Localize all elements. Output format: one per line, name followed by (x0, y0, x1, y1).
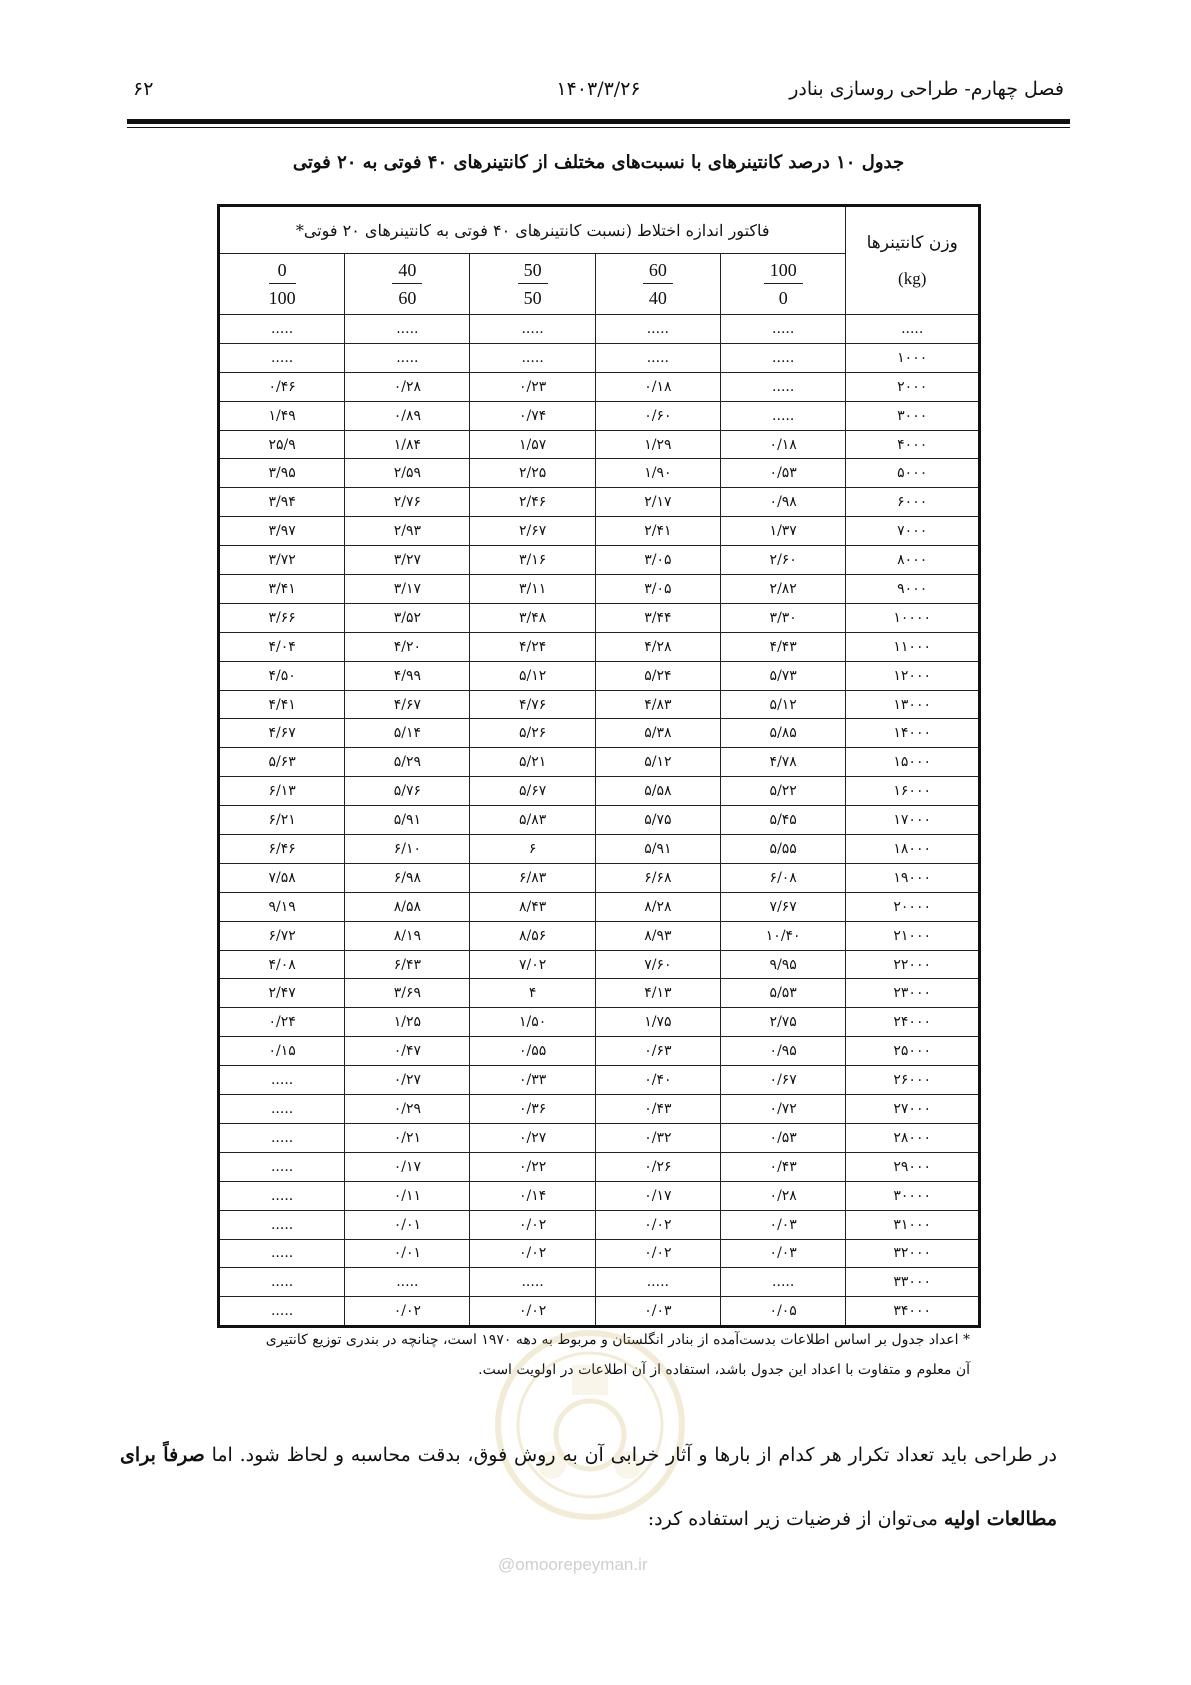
percent-cell: ..... (720, 343, 845, 372)
table-row (219, 661, 980, 690)
table-row (219, 517, 980, 546)
percent-cell: ۶/۷۲ (219, 921, 345, 950)
percent-cell: ..... (219, 1152, 345, 1181)
percent-cell: ۵/۲۹ (345, 748, 470, 777)
percent-cell: ..... (219, 1095, 345, 1124)
ratio-denominator: 0 (778, 287, 788, 308)
table-row (219, 690, 980, 719)
watermark-site: @omoorepeyman.ir (498, 1555, 648, 1574)
percent-cell: ۴/۷۶ (470, 690, 595, 719)
ratio-numerator: 40 (392, 257, 422, 284)
percent-cell: ۱/۵۷ (470, 430, 595, 459)
table-row (219, 1095, 980, 1124)
table-row (219, 979, 980, 1008)
percent-cell: ۰/۵۵ (470, 1037, 595, 1066)
percent-cell: ۴/۵۰ (219, 661, 345, 690)
percent-cell: ..... (219, 1123, 345, 1152)
percent-cell: ۴/۴۳ (720, 632, 845, 661)
percent-cell: ..... (345, 1268, 470, 1297)
percent-cell: ۰/۵۳ (720, 459, 845, 488)
percent-cell: ۶/۲۱ (219, 806, 345, 835)
ratio-header-2 (470, 254, 595, 315)
table-row (219, 372, 980, 401)
percent-cell: ۹/۱۹ (219, 892, 345, 921)
weight-header-unit: (kg) (898, 268, 927, 288)
percent-cell: ۰/۲۷ (345, 1066, 470, 1095)
header-rule-thick (127, 119, 1070, 124)
percent-cell: ۰/۷۴ (470, 401, 595, 430)
percent-cell: ۷/۶۰ (595, 950, 720, 979)
percent-cell: ۰/۲۹ (345, 1095, 470, 1124)
percent-cell: ..... (720, 315, 845, 344)
percent-cell: ۲/۱۷ (595, 488, 720, 517)
percent-cell: ۳/۳۰ (720, 603, 845, 632)
percent-cell: ۰/۱۷ (345, 1152, 470, 1181)
percent-cell: ۳/۱۱ (470, 575, 595, 604)
weight-cell: ۳۱۰۰۰ (846, 1210, 980, 1239)
percent-cell: ۰/۳۳ (470, 1066, 595, 1095)
percent-cell: ۱/۴۹ (219, 401, 345, 430)
weight-cell: ۶۰۰۰ (846, 488, 980, 517)
percent-cell: ۴/۲۸ (595, 632, 720, 661)
percent-cell: ۳/۶۶ (219, 603, 345, 632)
percent-cell: ..... (219, 1239, 345, 1268)
percent-cell: ۸/۲۸ (595, 892, 720, 921)
table-row (219, 1181, 980, 1210)
percent-cell: ۳/۹۴ (219, 488, 345, 517)
footnote-line-2: آن معلوم و متفاوت با اعداد این جدول باشد، استفاده از آن اطلاعات در اولویت است. (478, 1362, 970, 1378)
percent-cell: ۰/۴۶ (219, 372, 345, 401)
percent-cell: ..... (219, 1268, 345, 1297)
percent-cell: ۰/۴۳ (720, 1152, 845, 1181)
percent-cell: ۰/۰۲ (470, 1239, 595, 1268)
percent-cell: ۰/۲۸ (345, 372, 470, 401)
table-row (219, 575, 980, 604)
percent-cell: ۳/۴۱ (219, 575, 345, 604)
weight-cell: ۱۲۰۰۰ (846, 661, 980, 690)
percent-cell: ۶/۱۰ (345, 835, 470, 864)
table-row (219, 806, 980, 835)
percent-cell: ۵/۴۵ (720, 806, 845, 835)
weight-cell: ۱۸۰۰۰ (846, 835, 980, 864)
weight-cell: ۹۰۰۰ (846, 575, 980, 604)
percent-cell: ۰/۲۴ (219, 1008, 345, 1037)
percent-cell: ۱/۷۵ (595, 1008, 720, 1037)
table-row (219, 1066, 980, 1095)
weight-cell: ۳۳۰۰۰ (846, 1268, 980, 1297)
table-row (219, 430, 980, 459)
percent-cell: ۲/۲۵ (470, 459, 595, 488)
percent-cell: ..... (219, 1066, 345, 1095)
percent-cell: ۵/۵۳ (720, 979, 845, 1008)
percent-cell: ۶/۸۳ (470, 863, 595, 892)
percent-cell: ۹/۹۵ (720, 950, 845, 979)
percent-cell: ۰/۱۵ (219, 1037, 345, 1066)
page-header (127, 74, 1070, 110)
percent-cell: ..... (720, 401, 845, 430)
percent-cell: ۱/۲۹ (595, 430, 720, 459)
percent-cell: ۰/۴۷ (345, 1037, 470, 1066)
percent-cell: ۵/۸۳ (470, 806, 595, 835)
percent-cell: ۰/۰۲ (595, 1239, 720, 1268)
table-body (219, 315, 980, 1327)
percent-cell: ۴/۲۴ (470, 632, 595, 661)
weight-cell: ۸۰۰۰ (846, 546, 980, 575)
ratio-numerator: 0 (269, 257, 296, 284)
chapter-title: فصل چهارم- طراحی روسازی بنادر (789, 78, 1064, 100)
percent-cell: ۰/۵۳ (720, 1123, 845, 1152)
mix-factor-header: فاکتور اندازه اختلاط (نسبت کانتینرهای ۴۰ فوتی به کانتینرهای ۲۰ فوتی* (219, 206, 846, 254)
percent-cell: ۵/۲۲ (720, 777, 845, 806)
body-paragraph (120, 1423, 1057, 1551)
percent-cell: ۳/۱۷ (345, 575, 470, 604)
weight-cell: ۲۲۰۰۰ (846, 950, 980, 979)
table-row (219, 863, 980, 892)
weight-cell: ۱۵۰۰۰ (846, 748, 980, 777)
percent-cell: ..... (720, 1268, 845, 1297)
percent-cell: ۱/۸۴ (345, 430, 470, 459)
percent-cell: ۵/۲۶ (470, 719, 595, 748)
table-row (219, 1239, 980, 1268)
percent-cell: ۰/۲۷ (470, 1123, 595, 1152)
percent-cell: ۰/۱۸ (595, 372, 720, 401)
percent-cell: ۵/۸۵ (720, 719, 845, 748)
percent-cell: ..... (470, 1268, 595, 1297)
percent-cell: ۰/۹۵ (720, 1037, 845, 1066)
percent-cell: ..... (219, 1181, 345, 1210)
table-row (219, 1037, 980, 1066)
percent-cell: ۰/۲۱ (345, 1123, 470, 1152)
percent-cell: ۱/۵۰ (470, 1008, 595, 1037)
percent-cell: ۰/۱۷ (595, 1181, 720, 1210)
percent-cell: ۴/۰۸ (219, 950, 345, 979)
table-row (219, 1268, 980, 1297)
weight-cell: ۲۱۰۰۰ (846, 921, 980, 950)
percent-cell: ۸/۱۹ (345, 921, 470, 950)
weight-cell: ۱۳۰۰۰ (846, 690, 980, 719)
weight-cell: ۱۹۰۰۰ (846, 863, 980, 892)
table-row (219, 459, 980, 488)
percent-cell: ۶/۶۸ (595, 863, 720, 892)
weight-cell: ۲۸۰۰۰ (846, 1123, 980, 1152)
table-row (219, 546, 980, 575)
percent-cell: ۰/۴۳ (595, 1095, 720, 1124)
percent-cell: ۵/۳۸ (595, 719, 720, 748)
weight-cell: ۵۰۰۰ (846, 459, 980, 488)
table-row (219, 719, 980, 748)
percent-cell: ۳/۹۷ (219, 517, 345, 546)
percent-cell: ۳/۱۶ (470, 546, 595, 575)
ratio-denominator: 40 (648, 287, 667, 308)
percent-cell: ۲/۶۷ (470, 517, 595, 546)
percent-cell: ۰/۶۳ (595, 1037, 720, 1066)
percent-cell: ۱/۲۵ (345, 1008, 470, 1037)
percent-cell: ۳/۹۵ (219, 459, 345, 488)
percent-cell: ۴/۷۸ (720, 748, 845, 777)
percent-cell: ۰/۲۳ (470, 372, 595, 401)
table-row (219, 488, 980, 517)
percent-cell: ۴/۲۰ (345, 632, 470, 661)
percent-cell: ۵/۱۴ (345, 719, 470, 748)
percent-cell: ۰/۲۶ (595, 1152, 720, 1181)
percent-cell: ۰/۱۱ (345, 1181, 470, 1210)
percent-cell: ۳/۵۲ (345, 603, 470, 632)
weight-cell: ۳۰۰۰۰ (846, 1181, 980, 1210)
percent-cell: ۲/۴۱ (595, 517, 720, 546)
percent-cell: ۰/۰۲ (345, 1297, 470, 1327)
footnote-line-1: * اعداد جدول بر اساس اطلاعات بدست‌آمده از بنادر انگلستان و مربوط به دهه ۱۹۷۰ است، چنانچه در بندری توزیع کانتیری (265, 1332, 970, 1348)
percent-cell: ۳/۰۵ (595, 546, 720, 575)
weight-cell: ۲۹۰۰۰ (846, 1152, 980, 1181)
percent-cell: ۰/۳۲ (595, 1123, 720, 1152)
percent-cell: ۰/۰۳ (720, 1239, 845, 1268)
percent-cell: ۴/۰۴ (219, 632, 345, 661)
percent-cell: ۶ (470, 835, 595, 864)
table-row (219, 1210, 980, 1239)
weight-cell: ۴۰۰۰ (846, 430, 980, 459)
ratio-numerator: 50 (518, 257, 548, 284)
table-row (219, 632, 980, 661)
weight-cell: ۱۶۰۰۰ (846, 777, 980, 806)
percent-cell: ۰/۶۰ (595, 401, 720, 430)
table-row (219, 892, 980, 921)
weight-cell: ۱۷۰۰۰ (846, 806, 980, 835)
percent-cell: ۰/۳۶ (470, 1095, 595, 1124)
percent-cell: ۳/۴۴ (595, 603, 720, 632)
percent-cell: ۰/۰۱ (345, 1239, 470, 1268)
percent-cell: ۶/۴۳ (345, 950, 470, 979)
percent-cell: ۴/۶۷ (345, 690, 470, 719)
percent-cell: ۵/۱۲ (470, 661, 595, 690)
percent-cell: ۲/۵۹ (345, 459, 470, 488)
header-rule-thin (127, 127, 1070, 128)
percent-cell: ۵/۲۱ (470, 748, 595, 777)
percent-cell: ۲/۷۶ (345, 488, 470, 517)
header-date: ۱۴۰۳/۳/۲۶ (556, 78, 641, 100)
ratio-fraction (518, 257, 548, 312)
percent-cell: ۰/۹۸ (720, 488, 845, 517)
table-caption: جدول ۱۰ درصد کانتینرهای با نسبت‌های مختلف از کانتینرهای ۴۰ فوتی به ۲۰ فوتی (292, 152, 905, 173)
weight-cell: ۱۱۰۰۰ (846, 632, 980, 661)
percent-cell: ۵/۷۳ (720, 661, 845, 690)
paragraph-bold-text: صرفاً برای مطالعات اولیه (120, 1444, 1057, 1530)
percent-cell: ۵/۱۲ (595, 748, 720, 777)
table-row (219, 1008, 980, 1037)
percent-cell: ۸/۴۳ (470, 892, 595, 921)
percent-cell: ۰/۱۴ (470, 1181, 595, 1210)
percent-cell: ۲/۴۷ (219, 979, 345, 1008)
weight-cell: ..... (846, 315, 980, 344)
percent-cell: ۲/۴۶ (470, 488, 595, 517)
weight-column-header (846, 206, 980, 315)
percent-cell: ۶/۴۶ (219, 835, 345, 864)
percent-cell: ۳/۲۷ (345, 546, 470, 575)
percent-cell: ۰/۰۳ (595, 1297, 720, 1327)
percent-cell: ۵/۷۵ (595, 806, 720, 835)
weight-cell: ۱۰۰۰۰ (846, 603, 980, 632)
weight-cell: ۷۰۰۰ (846, 517, 980, 546)
percent-cell: ۵/۵۸ (595, 777, 720, 806)
ratio-header-0 (720, 254, 845, 315)
percent-cell: ۰/۰۲ (470, 1297, 595, 1327)
percent-cell: ۲/۶۰ (720, 546, 845, 575)
percent-cell: ..... (470, 315, 595, 344)
percent-cell: ..... (720, 372, 845, 401)
percent-cell: ۵/۹۱ (345, 806, 470, 835)
weight-cell: ۱۰۰۰ (846, 343, 980, 372)
percent-cell: ۰/۰۲ (595, 1210, 720, 1239)
ratio-denominator: 100 (268, 287, 296, 308)
percent-cell: ۰/۷۲ (720, 1095, 845, 1124)
percent-cell: ۴ (470, 979, 595, 1008)
percent-cell: ۴/۹۹ (345, 661, 470, 690)
percent-cell: ۰/۰۱ (345, 1210, 470, 1239)
percent-cell: ۸/۵۶ (470, 921, 595, 950)
percent-cell: ۲/۷۵ (720, 1008, 845, 1037)
table-row (219, 777, 980, 806)
percent-cell: ۵/۵۵ (720, 835, 845, 864)
percent-cell: ۰/۰۵ (720, 1297, 845, 1327)
table-row (219, 950, 980, 979)
ratio-denominator: 50 (523, 287, 542, 308)
weight-cell: ۲۵۰۰۰ (846, 1037, 980, 1066)
ratio-fraction (392, 257, 422, 312)
percent-cell: ۲/۹۳ (345, 517, 470, 546)
percent-cell: ۲۵/۹ (219, 430, 345, 459)
percent-cell: ۰/۰۳ (720, 1210, 845, 1239)
percent-cell: ۳/۴۸ (470, 603, 595, 632)
percent-cell: ۳/۰۵ (595, 575, 720, 604)
weight-cell: ۳۴۰۰۰ (846, 1297, 980, 1327)
percent-cell: ۸/۵۸ (345, 892, 470, 921)
ratio-numerator: 60 (643, 257, 673, 284)
weight-cell: ۳۰۰۰ (846, 401, 980, 430)
weight-header-label: وزن کانتینرها (866, 232, 958, 253)
percent-cell: ۷/۵۸ (219, 863, 345, 892)
percent-cell: ۰/۴۰ (595, 1066, 720, 1095)
percent-cell: ..... (345, 343, 470, 372)
percent-cell: ..... (595, 315, 720, 344)
percent-cell: ۲/۸۲ (720, 575, 845, 604)
percent-cell: ..... (345, 315, 470, 344)
percent-cell: ..... (219, 315, 345, 344)
paragraph-text-2: می‌توان از فرضیات زیر استفاده کرد: (647, 1508, 945, 1530)
percent-cell: ..... (219, 1210, 345, 1239)
percent-cell: ..... (219, 1297, 345, 1327)
percent-cell: ۵/۱۲ (720, 690, 845, 719)
percent-cell: ۶/۱۳ (219, 777, 345, 806)
weight-cell: ۲۰۰۰ (846, 372, 980, 401)
percent-cell: ۱/۹۰ (595, 459, 720, 488)
percent-cell: ۵/۹۱ (595, 835, 720, 864)
page-number: ۶۲ (133, 78, 154, 100)
table-row (219, 1152, 980, 1181)
ratio-header-4 (219, 254, 345, 315)
table-row (219, 748, 980, 777)
weight-cell: ۲۶۰۰۰ (846, 1066, 980, 1095)
container-weight-table (217, 204, 981, 1328)
ratio-fraction (643, 257, 673, 312)
percent-cell: ۵/۶۷ (470, 777, 595, 806)
weight-cell: ۲۷۰۰۰ (846, 1095, 980, 1124)
percent-cell: ۰/۰۲ (470, 1210, 595, 1239)
percent-cell: ۵/۶۳ (219, 748, 345, 777)
percent-cell: ۴/۸۳ (595, 690, 720, 719)
percent-cell: ..... (470, 343, 595, 372)
percent-cell: ..... (219, 343, 345, 372)
percent-cell: ۰/۲۸ (720, 1181, 845, 1210)
table-row (219, 835, 980, 864)
table-row (219, 343, 980, 372)
table-row (219, 401, 980, 430)
percent-cell: ۴/۱۳ (595, 979, 720, 1008)
table-row (219, 315, 980, 344)
table-row (219, 921, 980, 950)
percent-cell: ۵/۲۴ (595, 661, 720, 690)
ratio-header-1 (595, 254, 720, 315)
percent-cell: ۱/۳۷ (720, 517, 845, 546)
ratio-denominator: 60 (398, 287, 417, 308)
percent-cell: ۰/۸۹ (345, 401, 470, 430)
percent-cell: ۶/۹۸ (345, 863, 470, 892)
ratio-numerator: 100 (764, 257, 803, 284)
ratio-header-3 (345, 254, 470, 315)
weight-cell: ۲۰۰۰۰ (846, 892, 980, 921)
percent-cell: ۰/۶۷ (720, 1066, 845, 1095)
weight-cell: ۱۴۰۰۰ (846, 719, 980, 748)
weight-cell: ۳۲۰۰۰ (846, 1239, 980, 1268)
ratio-fraction (269, 257, 296, 312)
percent-cell: ۴/۶۷ (219, 719, 345, 748)
percent-cell: ۳/۷۲ (219, 546, 345, 575)
percent-cell: ۶/۰۸ (720, 863, 845, 892)
percent-cell: ۵/۷۶ (345, 777, 470, 806)
ratio-fraction (764, 257, 803, 312)
percent-cell: ۰/۱۸ (720, 430, 845, 459)
percent-cell: ۸/۹۳ (595, 921, 720, 950)
percent-cell: ۷/۰۲ (470, 950, 595, 979)
percent-cell: ۴/۴۱ (219, 690, 345, 719)
paragraph-text-1: در طراحی باید تعداد تکرار هر کدام از بارها و آثار خرابی آن به روش فوق، بدقت محاسبه و لحاظ شود. اما (204, 1444, 1057, 1466)
weight-cell: ۲۳۰۰۰ (846, 979, 980, 1008)
percent-cell: ۰/۲۲ (470, 1152, 595, 1181)
table-row (219, 603, 980, 632)
percent-cell: ۱۰/۴۰ (720, 921, 845, 950)
weight-cell: ۲۴۰۰۰ (846, 1008, 980, 1037)
percent-cell: ۷/۶۷ (720, 892, 845, 921)
percent-cell: ..... (595, 343, 720, 372)
percent-cell: ۳/۶۹ (345, 979, 470, 1008)
table-row (219, 1123, 980, 1152)
percent-cell: ..... (595, 1268, 720, 1297)
